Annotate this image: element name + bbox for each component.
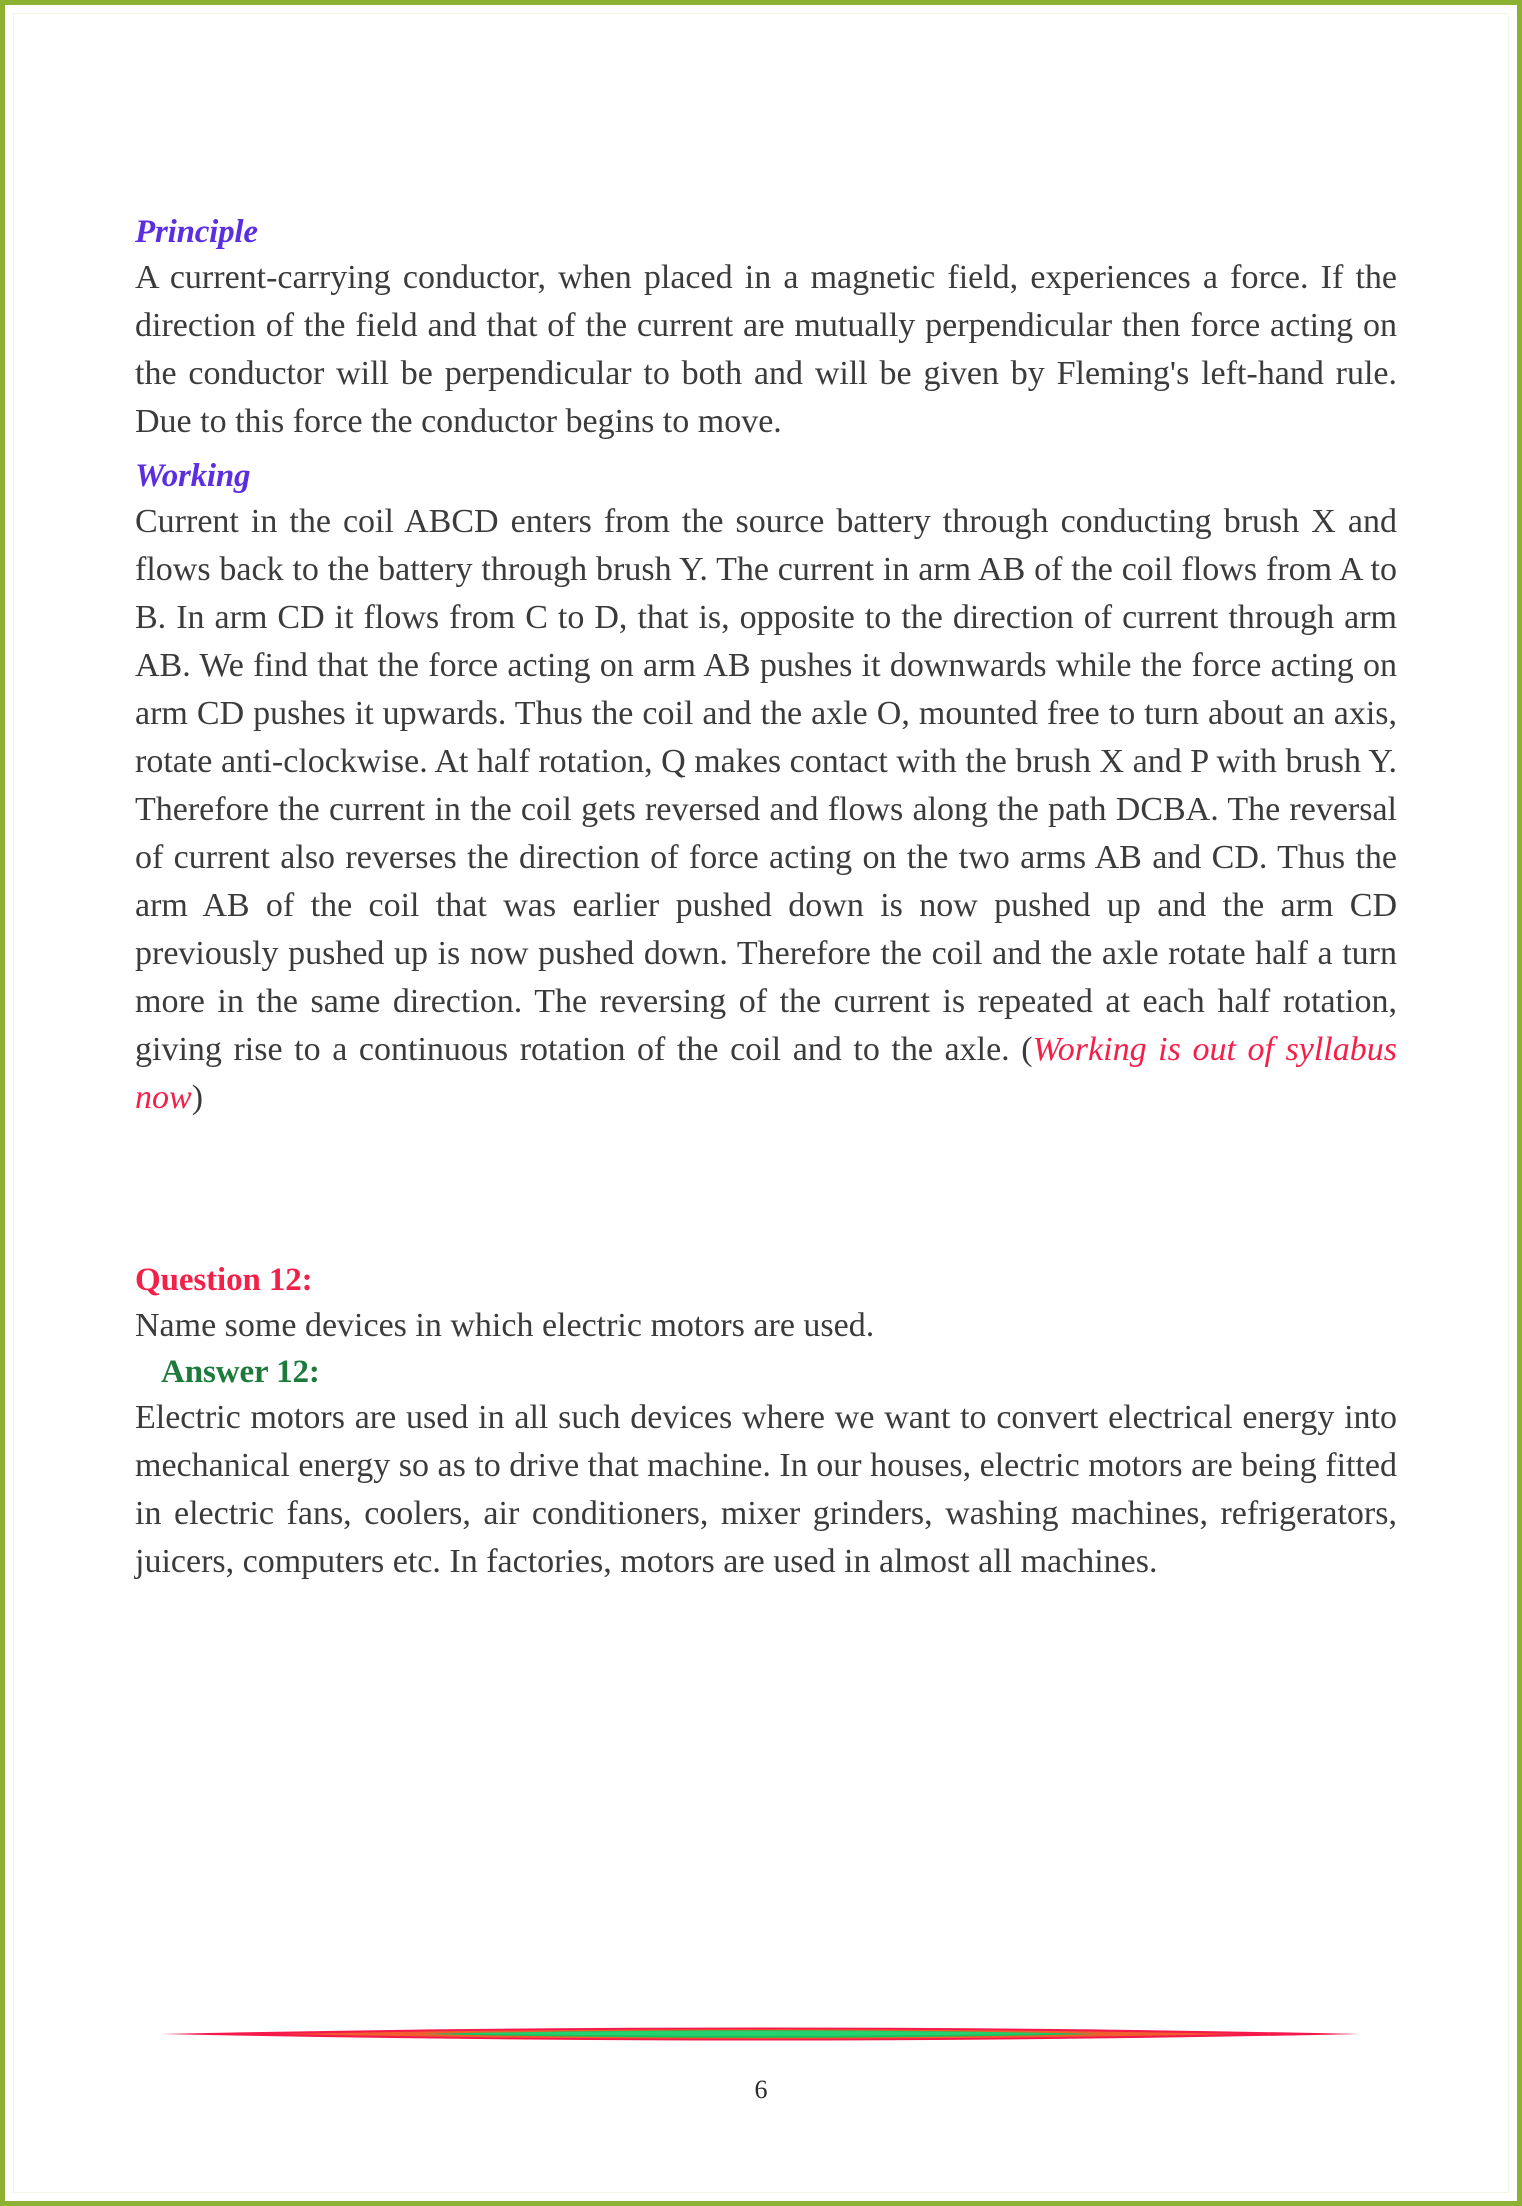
decorative-divider — [161, 2019, 1361, 2049]
note-close-paren: ) — [191, 1079, 204, 1116]
heading-question-12: Question 12: — [135, 1262, 313, 1298]
page-footer — [5, 1981, 1517, 2201]
question-12-text: Name some devices in which electric motors are used. — [135, 1307, 875, 1344]
heading-working: Working — [135, 458, 251, 494]
heading-answer-12: Answer 12: — [161, 1354, 320, 1390]
page-content — [135, 210, 1397, 1586]
page-number: 6 — [754, 2075, 768, 2104]
paragraph-working — [135, 498, 1397, 1122]
paragraph-working-text: Current in the coil ABCD enters from the source battery through conducting brush X and flows back to the battery through brush Y. The current in arm AB of the coil flows from A to B. In arm CD it flows from C to D, that is, opposite to the direction of current through arm AB. We find that the force acting on arm AB pushes it downwards while the force acting on arm CD pushes it upwards. Thus the coil and the axle O, mounted free to turn about an axis, rotate anti-clockwise. At half rotation, Q makes contact with the brush X and P with brush Y. Therefore the current in the coil gets reversed and flows along the path DCBA. The reversal of current also reverses the direction of force acting on the two arms AB and CD. Thus the arm AB of the coil that was earlier pushed down is now pushed up and the arm CD previously pushed up is now pushed down. Therefore the coil and the axle rotate half a turn more in the same direction. The reversing of the current is repeated at each half rotation, giving rise to a continuous rotation of the coil and to the axle. — [135, 503, 1397, 1068]
answer-12-text: Electric motors are used in all such devices where we want to convert electrical energy into mechanical energy so as to drive that machine. In our houses, electric motors are being fitted in electric fans, coolers, air conditioners, mixer grinders, washing machines, refrigerators, juicers, computers etc. In factories, motors are used in almost all machines. — [135, 1399, 1397, 1580]
note-open-paren: ( — [1021, 1031, 1033, 1068]
heading-principle: Principle — [135, 214, 258, 250]
section-spacer — [135, 1122, 1397, 1258]
syllabus-note: Working is out of syllabus now — [135, 1031, 1397, 1116]
paragraph-principle: A current-carrying conductor, when placed in a magnetic field, experiences a force. If the direction of the field and that of the current are mutually perpendicular then force acting on the conductor will be perpendicular to both and will be given by Fleming's left-hand rule. Due to this force the conductor begins to move. — [135, 259, 1397, 440]
